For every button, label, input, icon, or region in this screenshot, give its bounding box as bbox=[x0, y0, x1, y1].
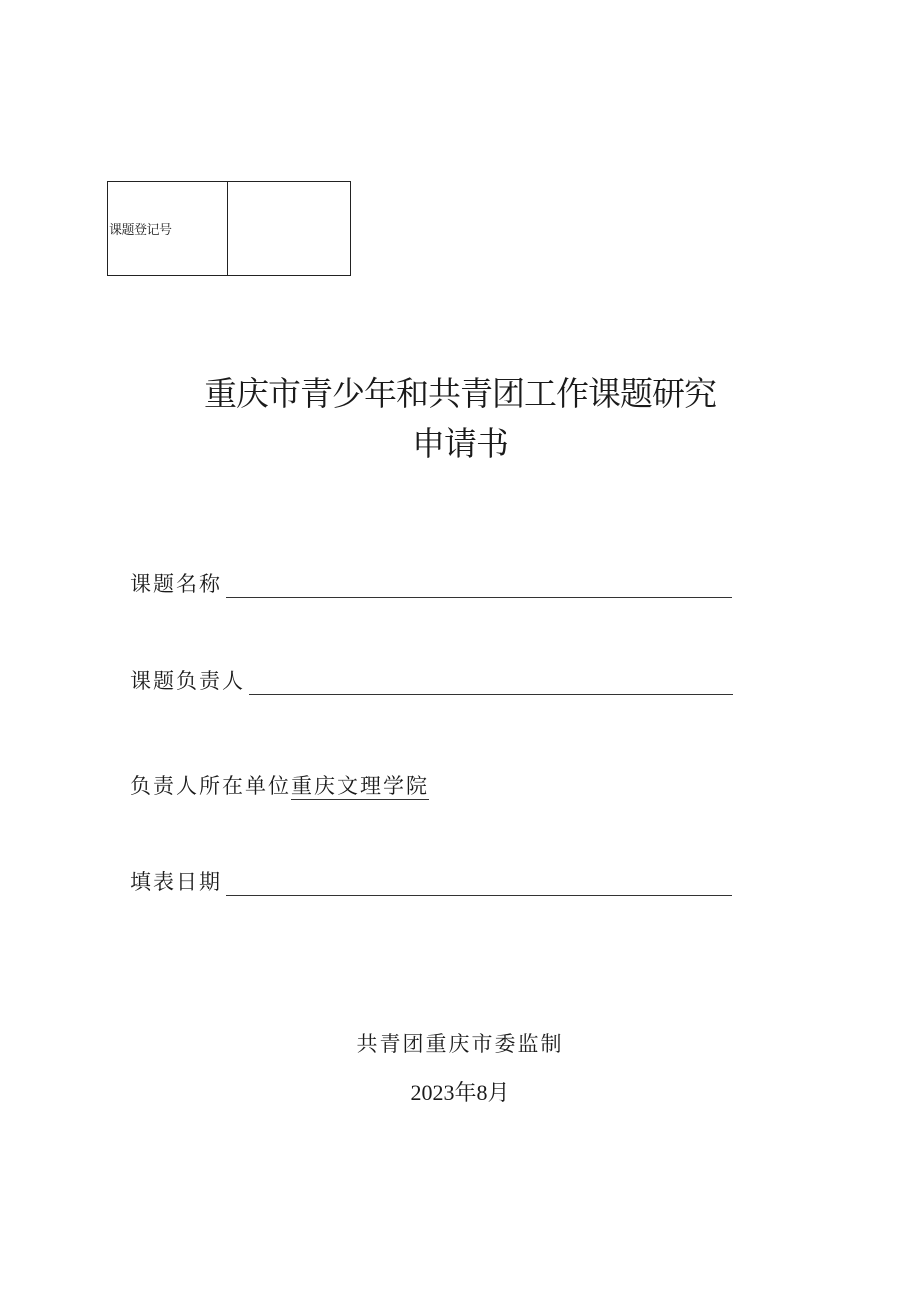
leader-unit-value: 重庆文理学院 bbox=[291, 774, 429, 798]
topic-name-label: 课题名称 bbox=[130, 572, 222, 596]
topic-leader-blank bbox=[249, 672, 733, 695]
fill-date-blank bbox=[226, 873, 732, 896]
registration-number-box bbox=[107, 181, 351, 276]
fill-date-field bbox=[130, 866, 732, 896]
topic-name-blank bbox=[226, 575, 732, 598]
registration-number-value bbox=[228, 182, 350, 275]
leader-unit-label: 负责人所在单位 bbox=[130, 774, 291, 798]
registration-number-label: 课题登记号 bbox=[108, 182, 228, 275]
topic-name-field bbox=[130, 568, 732, 598]
document-title-line1: 重庆市青少年和共青团工作课题研究 bbox=[204, 374, 716, 413]
topic-leader-label: 课题负责人 bbox=[130, 669, 245, 693]
fill-date-label: 填表日期 bbox=[130, 870, 222, 894]
issuing-organization: 共青团重庆市委监制 bbox=[356, 1032, 564, 1056]
topic-leader-field bbox=[130, 665, 733, 695]
leader-unit-field bbox=[130, 770, 429, 800]
issue-date: 2023年8月 bbox=[410, 1080, 510, 1105]
document-title-line2: 申请书 bbox=[412, 424, 508, 463]
